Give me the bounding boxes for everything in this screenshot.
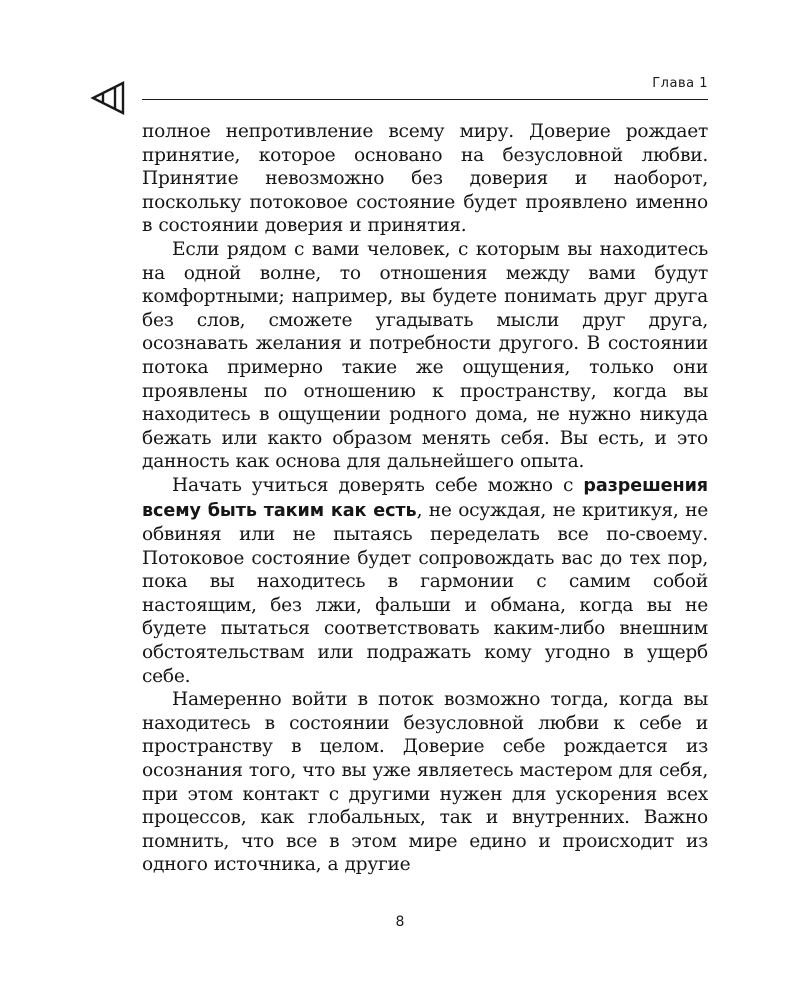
emphasis-text: разрешения всему быть таким как есть	[142, 475, 708, 521]
paragraph-2: Если рядом с вами человек, с которым вы находитесь на одной волне, то отношения между вами будут комфортными; например, вы будете понимать друг друга без слов, сможете угадывать мысли друг друга, осознавать желания и потребности другого. В состоянии потока примерно такие же ощущения, только они проявлены по отношению к пространству, когда вы находитесь в ощущении родного дома, не нужно никуда бежать или както образом менять себя. Вы есть, и это данность как основа для дальнейшего опыта.	[142, 238, 708, 473]
paragraph-1: полное непротивление всему миру. Доверие рождает принятие, которое основано на безусловной любви. Принятие невозможно без доверия и наоборот, поскольку потоковое состояние будет проявлено именно в состоянии доверия и принятия.	[142, 121, 708, 237]
header-rule	[142, 99, 708, 100]
triangle-logo-icon	[90, 80, 126, 116]
paragraph-3-start: Начать учиться доверять себе можно с	[172, 474, 584, 496]
page-number: 8	[395, 914, 405, 930]
chapter-label: Глава 1	[652, 76, 708, 91]
body-text	[142, 120, 708, 877]
paragraph-3	[142, 474, 708, 688]
paragraph-4: Намеренно войти в поток возможно тогда, когда вы находитесь в состоянии безусловной любви к себе и пространству в целом. Доверие себе рождается из осознания того, что вы уже являетесь мастером для себя, при этом контакт с другими нужен для ускорения всех процессов, как глобальных, так и внутренних. Важно помнить, что все в этом мире едино и происходит из одного источника, а другие	[142, 689, 708, 876]
paragraph-3-end: , не осуждая, не критикуя, не обвиняя или не пытаясь переделать все по-своему. Потоковое состояние будет сопровождать вас до тех пор, пока вы находитесь в гармонии с самим собой настоящим, без лжи, фальши и обмана, когда вы не будете пытаться соответствовать каким-либо внешним обстоятельствам или подражать кому угодно в ущерб себе.	[142, 499, 708, 687]
